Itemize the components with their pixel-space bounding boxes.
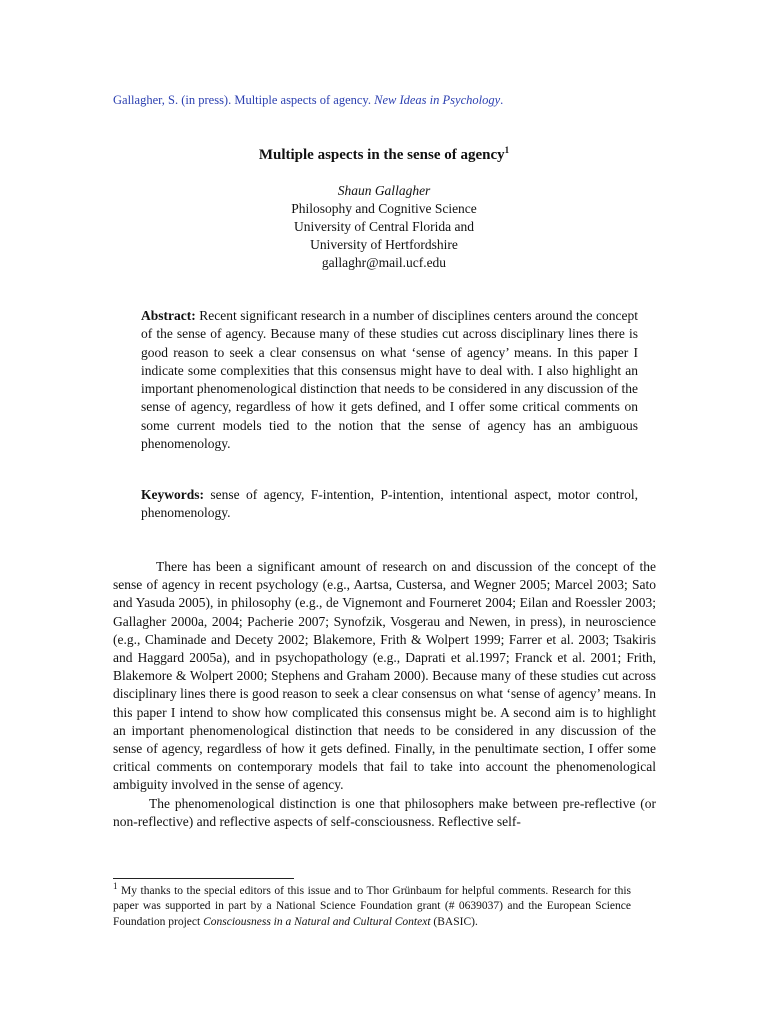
citation-authors: Gallagher, S. (in press). Multiple aspects of agency.: [113, 93, 371, 107]
body-paragraph-2: The phenomenological distinction is one that philosophers make between pre-reflective (or non-reflective) and reflective aspects of self-consciousness. Reflective self-: [113, 795, 656, 829]
title-footnote-mark: 1: [504, 145, 510, 155]
author-affiliation-1: University of Central Florida and: [294, 219, 474, 234]
body-text: [113, 558, 656, 831]
author-department: Philosophy and Cognitive Science: [291, 201, 477, 216]
citation-line: [113, 92, 673, 108]
abstract: [141, 307, 638, 453]
citation-journal: New Ideas in Psychology: [374, 93, 501, 107]
abstract-text: Recent significant research in a number of disciplines centers around the concept of the sense of agency. Because many of these studies cut across disciplinary lines there is good reason to seek a clear consensus on what ‘sense of agency’ means. In this paper I indicate some complexities that this consensus might have to deal with. I also highlight an important phenomenological distinction that needs to be considered in any discussion of the sense of agency, regardless of how it gets defined, and I offer some critical comments on some current models tied to the notion that the sense of agency has an ambiguous phenomenology.: [141, 308, 638, 452]
keywords-label: Keywords:: [141, 487, 204, 502]
author-name: Shaun Gallagher: [337, 183, 431, 198]
author-block: [0, 182, 768, 272]
footnote-divider: [113, 878, 294, 879]
author-affiliation-2: University of Hertfordshire: [310, 237, 458, 252]
footnote-mark: 1: [113, 881, 118, 892]
citation-end: .: [500, 93, 504, 107]
keywords-text: sense of agency, F-intention, P-intention, intentional aspect, motor control, phenomenology.: [141, 487, 638, 521]
footnote-project-title: Consciousness in a Natural and Cultural Context: [203, 915, 431, 928]
author-email: gallaghr@mail.ucf.edu: [321, 255, 447, 270]
abstract-label: Abstract:: [141, 308, 196, 323]
footnote: [113, 881, 632, 930]
paper-title-text: Multiple aspects in the sense of agency: [258, 147, 505, 163]
paper-title: [0, 145, 768, 165]
footnote-text-2: (BASIC).: [433, 915, 478, 928]
keywords: [141, 486, 638, 523]
body-paragraph-1: There has been a significant amount of research on and discussion of the concept of the sense of agency in recent psychology (e.g., Aartsa, Custersa, and Wegner 2005; Marcel 2003; Sato and Yasuda 2005), in philosophy (e.g., de Vignemont and Fourneret 2004; Eilan and Roessler 2003; Gallagher 2000a, 2004; Pacherie 2007; Synofzik, Vosgerau and Newen, in press), in neuroscience (e.g., Chaminade and Decety 2002; Blakemore, Frith & Wolpert 1999; Farrer et al. 2003; Tsakiris and Haggard 2005a), and in psychopathology (e.g., Daprati et al.1997; Franck et al. 2001; Frith, Blakemore & Wolpert 2000; Stephens and Graham 2000). Because many of these studies cut across disciplinary lines there is good reason to seek a clear consensus on what ‘sense of agency’ means. In this paper I intend to show how complicated this consensus might be. A second aim is to highlight an important phenomenological distinction that needs to be considered in any discussion of the sense of agency, regardless of how it gets defined. Finally, in the penultimate section, I offer some critical comments on contemporary models that fail to take into account the phenomenological ambiguity involved in the sense of agency.: [113, 559, 656, 793]
footnote-text-1: My thanks to the special editors of this issue and to Thor Grünbaum for helpful comments. Research for this paper was supported in part by a National Science Foundation grant (# 0639037) and the European Science Foundation project: [113, 885, 632, 928]
